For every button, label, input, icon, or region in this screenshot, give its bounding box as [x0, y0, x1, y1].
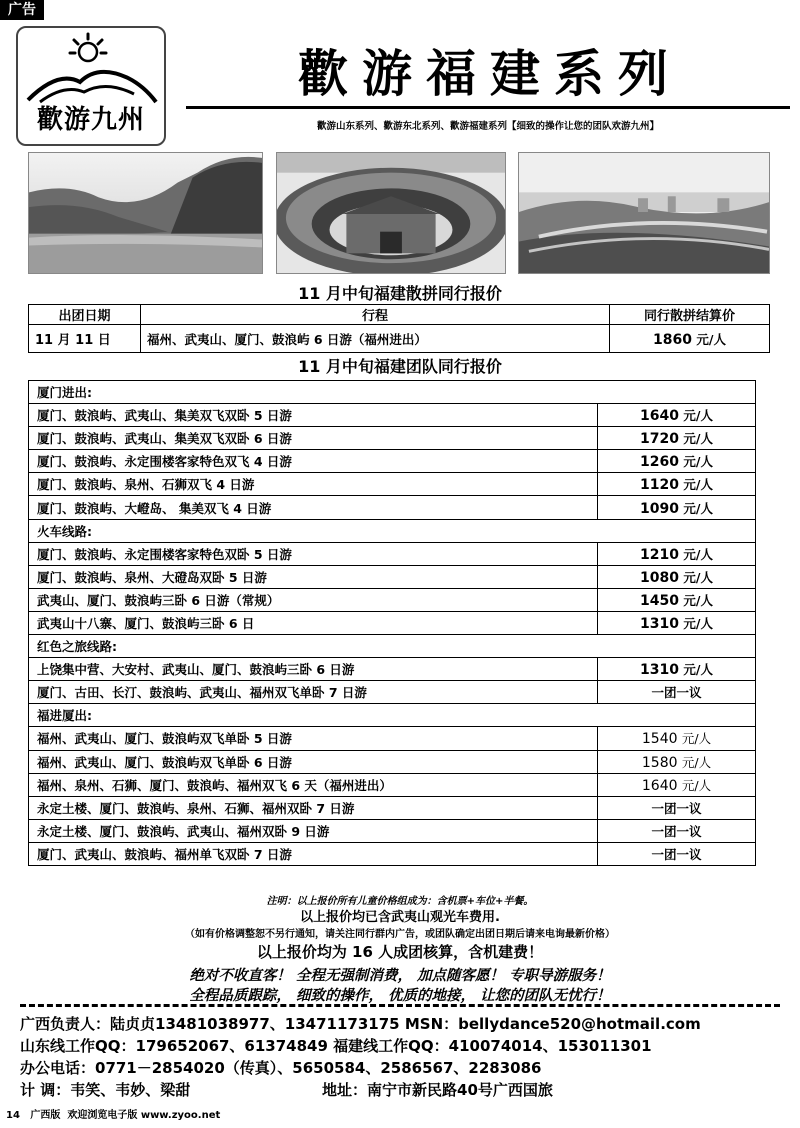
- price-number: 1640: [641, 777, 678, 794]
- tour-route: 上饶集中营、大安村、武夷山、厦门、鼓浪屿三卧 6 日游: [29, 658, 598, 681]
- note-sightseeing-bus: 以上报价均已含武夷山观光车费用.: [300, 910, 500, 925]
- company-logo: [16, 26, 166, 146]
- price-unit: 元/人: [683, 569, 713, 585]
- table-row: [29, 496, 756, 519]
- tour-price: [598, 727, 756, 750]
- category-row: [29, 635, 756, 658]
- contact-manager: 广西负责人：陆贞贞13481038977、13471173175 MSN：bellydance520@hotmail.com: [20, 1015, 701, 1033]
- table-row: [29, 750, 756, 773]
- price-number: 1080: [640, 569, 680, 586]
- category-row: [29, 519, 756, 542]
- tour-price: [598, 404, 756, 427]
- page-footer: [6, 1106, 220, 1121]
- category-label: 火车线路:: [29, 519, 756, 542]
- tour-price: [598, 681, 756, 704]
- table-row: [29, 325, 770, 353]
- price-number: 1310: [640, 662, 680, 679]
- note-price-adjust: （如有价格调整恕不另行通知，请关注同行群内广告，或团队确定出团日期后请来电询最新价格）: [185, 929, 615, 940]
- price-unit: 元/人: [683, 546, 713, 562]
- tour-price: [598, 427, 756, 450]
- team-table: [28, 380, 756, 866]
- price-number: 1210: [640, 546, 680, 563]
- header-route: 行程: [141, 305, 610, 325]
- price-number: 1310: [640, 615, 680, 632]
- price-unit: 元/人: [681, 731, 712, 747]
- ad-tag: 广告: [0, 0, 44, 20]
- logo-text: 歡游九州: [36, 105, 145, 135]
- team-title: 11 月中旬福建团队同行报价: [298, 357, 502, 376]
- tour-route: 厦门、鼓浪屿、大嶝岛、 集美双飞 4 日游: [29, 496, 598, 519]
- tour-route: 厦门、鼓浪屿、武夷山、集美双飞双卧 6 日游: [29, 427, 598, 450]
- tour-price: [610, 325, 770, 353]
- tour-route: 福州、武夷山、厦门、鼓浪屿 6 日游（福州进出）: [141, 325, 610, 353]
- price-number: 1640: [640, 408, 680, 425]
- table-row: [29, 681, 756, 704]
- tour-price: [598, 796, 756, 819]
- tulou-photo: [276, 152, 506, 274]
- tour-route: 福州、武夷山、厦门、鼓浪屿双飞单卧 5 日游: [29, 727, 598, 750]
- sun-mountain-icon: [18, 28, 164, 108]
- price-number: 1090: [640, 500, 680, 517]
- table-row: [29, 450, 756, 473]
- price-unit: 元/人: [696, 331, 726, 347]
- price-unit: 一团一议: [651, 846, 702, 862]
- price-number: 1720: [640, 431, 680, 448]
- tour-route: 福州、泉州、石狮、厦门、鼓浪屿、福州双飞 6 天（福州进出）: [29, 773, 598, 796]
- table-row: [29, 565, 756, 588]
- tour-route: 永定土楼、厦门、鼓浪屿、武夷山、福州双卧 9 日游: [29, 819, 598, 842]
- table-row: [29, 588, 756, 611]
- contact-qq: 山东线工作QQ：179652067、61374849 福建线工作QQ：410074014、153011301: [20, 1037, 652, 1055]
- tour-price: [598, 750, 756, 773]
- table-row: [29, 542, 756, 565]
- price-unit: 元/人: [681, 754, 712, 770]
- note-group-size: 以上报价均为 16 人成团核算，含机建费！: [256, 943, 544, 961]
- coastal-city-photo: [518, 152, 770, 274]
- tour-price: [598, 542, 756, 565]
- header-date: 出团日期: [29, 305, 141, 325]
- tour-route: 福州、武夷山、厦门、鼓浪屿双飞单卧 6 日游: [29, 750, 598, 773]
- page-title: 歡游福建系列: [298, 44, 682, 103]
- slogan-2: 全程品质跟踪， 细致的操作， 优质的地接， 让您的团队无忧行！: [189, 988, 611, 1004]
- series-slogan: 歡游山东系列、歡游东北系列、歡游福建系列【细致的操作让您的团队欢游九州】: [316, 121, 659, 132]
- price-unit: 元/人: [683, 477, 713, 493]
- category-row: [29, 381, 756, 404]
- table-row: [29, 404, 756, 427]
- category-label: 福进厦出:: [29, 704, 756, 727]
- table-row: [29, 658, 756, 681]
- contact-phone: 办公电话：0771－2854020（传真）、5650584、2586567、2283086: [20, 1059, 542, 1077]
- table-row: [29, 773, 756, 796]
- category-label: 厦门进出:: [29, 381, 756, 404]
- contact-address: 地址：南宁市新民路40号广西国旅: [322, 1081, 553, 1099]
- price-number: 1580: [641, 754, 678, 771]
- tour-price: [598, 450, 756, 473]
- sanpin-table: [28, 304, 770, 353]
- tour-price: [598, 496, 756, 519]
- price-unit: 一团一议: [651, 800, 702, 816]
- price-unit: 元/人: [683, 592, 713, 608]
- table-row: [29, 727, 756, 750]
- note-children: 注明：以上报价所有儿童价格组成为：含机票+车位+半餐。: [266, 896, 534, 907]
- price-number: 1260: [640, 454, 680, 471]
- tour-route: 永定土楼、厦门、鼓浪屿、泉州、石狮、福州双卧 7 日游: [29, 796, 598, 819]
- header-price: 同行散拼结算价: [610, 305, 770, 325]
- price-unit: 元/人: [683, 431, 713, 447]
- price-unit: 元/人: [683, 615, 713, 631]
- price-unit: 元/人: [681, 777, 712, 793]
- table-row: [29, 427, 756, 450]
- tour-route: 厦门、鼓浪屿、永定围楼客家特色双飞 4 日游: [29, 450, 598, 473]
- tour-price: [598, 773, 756, 796]
- table-row: [29, 842, 756, 865]
- price-unit: 元/人: [683, 408, 713, 424]
- table-row: [29, 796, 756, 819]
- price-unit: 元/人: [683, 662, 713, 678]
- tour-price: [598, 819, 756, 842]
- tour-route: 武夷山十八寨、厦门、鼓浪屿三卧 6 日: [29, 611, 598, 634]
- table-row: [29, 819, 756, 842]
- table-row: [29, 473, 756, 496]
- price-unit: 元/人: [683, 500, 713, 516]
- tour-price: [598, 842, 756, 865]
- tour-route: 厦门、武夷山、鼓浪屿、福州单飞双卧 7 日游: [29, 842, 598, 865]
- page-number: 14: [6, 1110, 20, 1121]
- price-number: 1120: [640, 477, 680, 494]
- tour-route: 厦门、鼓浪屿、泉州、大磴岛双卧 5 日游: [29, 565, 598, 588]
- category-label: 红色之旅线路:: [29, 635, 756, 658]
- edition-label: 广西版: [30, 1110, 61, 1121]
- category-row: [29, 704, 756, 727]
- tour-route: 厦门、古田、长汀、鼓浪屿、武夷山、福州双飞单卧 7 日游: [29, 681, 598, 704]
- tour-price: [598, 565, 756, 588]
- contact-staff: 计 调：韦笑、韦妙、梁甜: [20, 1081, 191, 1099]
- site-label: 欢迎浏览电子版 www.zyoo.net: [67, 1110, 221, 1121]
- slogan-1: 绝对不收直客！ 全程无强制消费， 加点随客愿！ 专职导游服务！: [189, 968, 611, 984]
- sanpin-title: 11 月中旬福建散拼同行报价: [298, 284, 502, 303]
- divider: [20, 1004, 780, 1007]
- title-divider: [186, 106, 790, 109]
- tour-price: [598, 473, 756, 496]
- table-row: [29, 611, 756, 634]
- price-unit: 一团一议: [651, 685, 702, 701]
- tour-route: 武夷山、厦门、鼓浪屿三卧 6 日游（常规）: [29, 588, 598, 611]
- tour-route: 厦门、鼓浪屿、武夷山、集美双飞双卧 5 日游: [29, 404, 598, 427]
- tour-route: 厦门、鼓浪屿、泉州、石狮双飞 4 日游: [29, 473, 598, 496]
- price-number: 1450: [640, 592, 680, 609]
- price-unit: 一团一议: [651, 823, 702, 839]
- price-number: 1540: [641, 731, 678, 748]
- tour-price: [598, 611, 756, 634]
- tour-route: 厦门、鼓浪屿、永定围楼客家特色双卧 5 日游: [29, 542, 598, 565]
- tour-date: 11 月 11 日: [29, 325, 141, 353]
- mountain-river-photo: [28, 152, 263, 274]
- price-unit: 元/人: [683, 454, 713, 470]
- price-number: 1860: [653, 331, 693, 348]
- tour-price: [598, 658, 756, 681]
- tour-price: [598, 588, 756, 611]
